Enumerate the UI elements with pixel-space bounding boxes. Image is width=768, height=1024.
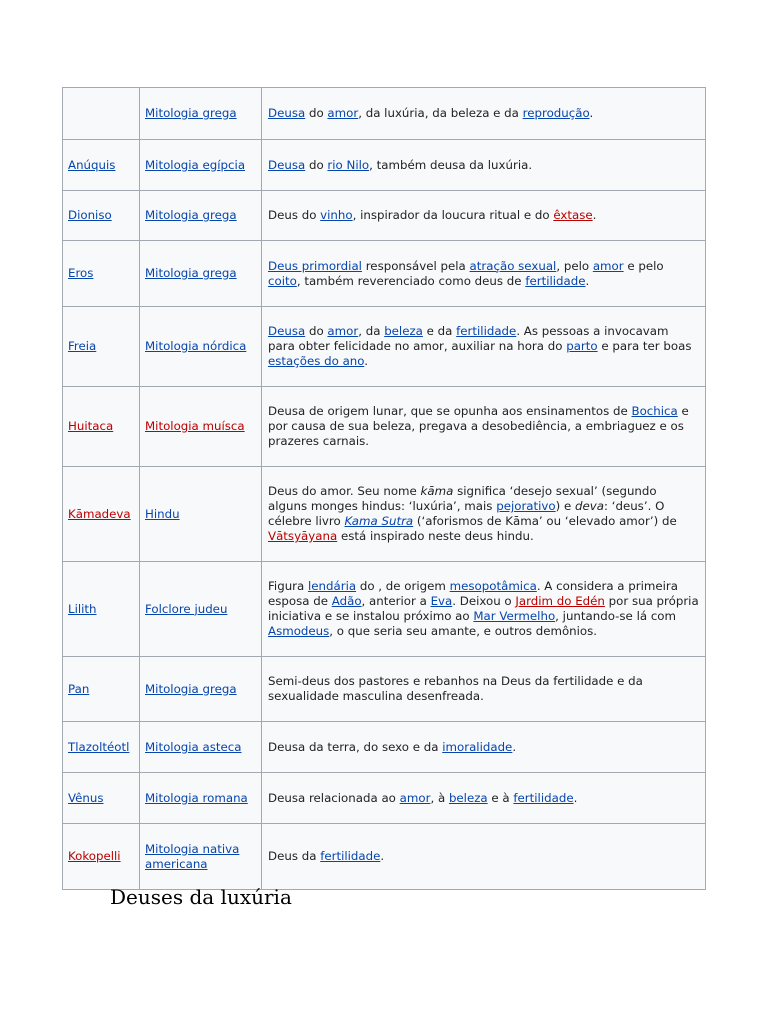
- deity-name-cell: [63, 88, 140, 140]
- description-text: significa ‘desejo sexual’ (segundo alguns monges hindus: ‘luxúria’, mais: [268, 484, 657, 513]
- description-cell: [262, 467, 706, 562]
- mythology-cell: [140, 562, 262, 657]
- mythology-link[interactable]: Folclore judeu: [145, 601, 228, 616]
- description-missing-link[interactable]: Vātsyāyana: [268, 529, 338, 543]
- table-body: [63, 88, 706, 890]
- mythology-cell: [140, 140, 262, 191]
- deity-name-link[interactable]: Pan: [68, 681, 90, 696]
- description-link[interactable]: amor: [399, 790, 431, 805]
- table-row: [63, 824, 706, 890]
- deity-name-cell: [63, 140, 140, 191]
- description-cell: [262, 140, 706, 191]
- table-row: [63, 241, 706, 307]
- description-link[interactable]: fertilidade: [320, 849, 381, 863]
- description-text: responsável pela: [361, 258, 470, 273]
- description-cell: [262, 88, 706, 140]
- deity-name-cell: [63, 467, 140, 562]
- deity-name-cell: [63, 562, 140, 657]
- description-text: , da luxúria, da beleza e da: [358, 106, 523, 120]
- description-link[interactable]: amor: [327, 106, 359, 120]
- description-text: e à: [487, 790, 514, 805]
- description-text: está inspirado neste deus hindu.: [337, 529, 534, 543]
- description-text: (‘aforismos de Kāma’ ou ‘elevado amor’) de: [413, 514, 677, 528]
- deity-name-link[interactable]: Lilith: [68, 601, 97, 616]
- deity-name-link[interactable]: Kāmadeva: [68, 506, 131, 521]
- description-text: , anterior a: [361, 594, 431, 608]
- deity-name-link[interactable]: Kokopelli: [68, 849, 121, 863]
- description-link[interactable]: beleza: [384, 324, 423, 338]
- deity-name-cell: [63, 387, 140, 467]
- mythology-cell: [140, 241, 262, 307]
- deity-name-link[interactable]: Tlazoltéotl: [68, 739, 130, 754]
- table-row: [63, 722, 706, 773]
- description-text: .: [380, 849, 385, 863]
- description-text: , também reverenciado como deus de: [296, 273, 526, 288]
- deity-name-link[interactable]: Dioniso: [68, 208, 112, 222]
- description-link[interactable]: beleza: [448, 790, 488, 805]
- description-text: . As pessoas a invocavam para obter felicidade no amor, auxiliar na hora do: [268, 324, 669, 353]
- description-link[interactable]: Deusa: [268, 157, 306, 172]
- description-link[interactable]: atração sexual: [469, 258, 557, 273]
- deity-name-cell: [63, 657, 140, 722]
- mythology-cell: [140, 824, 262, 890]
- description-cell: [262, 722, 706, 773]
- description-text: .: [364, 354, 369, 368]
- description-link[interactable]: Adão: [331, 594, 362, 608]
- deity-name-link[interactable]: Anúquis: [68, 157, 116, 172]
- description-link[interactable]: Asmodeus: [268, 624, 330, 638]
- mythology-cell: [140, 467, 262, 562]
- table-row: [63, 88, 706, 140]
- description-text: do: [305, 157, 328, 172]
- description-text: , da: [358, 324, 385, 338]
- mythology-cell: [140, 722, 262, 773]
- description-link[interactable]: imoralidade: [442, 739, 513, 754]
- description-link[interactable]: amor: [592, 258, 624, 273]
- description-link[interactable]: vinho: [320, 208, 353, 222]
- description-cell: [262, 824, 706, 890]
- deity-name-cell: [63, 191, 140, 241]
- description-text: . Deixou o: [452, 594, 516, 608]
- mythology-link[interactable]: Mitologia grega: [145, 266, 237, 280]
- table-row: [63, 307, 706, 387]
- mythology-cell: [140, 387, 262, 467]
- description-link[interactable]: fertilidade: [513, 790, 574, 805]
- description-text: por sua própria iniciativa e se instalou próximo ao: [268, 594, 699, 623]
- description-text: .: [589, 106, 594, 120]
- table-row: [63, 467, 706, 562]
- description-link[interactable]: estações do ano: [268, 354, 365, 368]
- table-row: [63, 562, 706, 657]
- description-text: .: [592, 208, 597, 222]
- deities-table: [62, 87, 706, 890]
- description-text: : ‘deus’. O célebre livro: [268, 499, 665, 528]
- deity-name-cell: [63, 307, 140, 387]
- description-link[interactable]: amor: [327, 324, 359, 338]
- description-link[interactable]: fertilidade: [525, 273, 586, 288]
- description-text: , juntando-se lá com: [555, 609, 677, 623]
- description-text: Deusa de origem lunar, que se opunha aos ensinamentos de: [268, 404, 632, 418]
- description-cell: [262, 241, 706, 307]
- description-link[interactable]: Deusa: [268, 324, 306, 338]
- mythology-link[interactable]: Mitologia asteca: [145, 739, 242, 754]
- table-row: [63, 657, 706, 722]
- description-text: , inspirador da loucura ritual e do: [352, 208, 554, 222]
- table-row: [63, 387, 706, 467]
- mythology-link[interactable]: Hindu: [145, 506, 180, 521]
- description-link[interactable]: Mar Vermelho: [473, 609, 556, 623]
- deity-name-cell: [63, 722, 140, 773]
- deity-name-cell: [63, 773, 140, 824]
- description-missing-link[interactable]: êxtase: [553, 208, 593, 222]
- deity-name-link[interactable]: Freia: [68, 339, 97, 353]
- mythology-link[interactable]: Mitologia egípcia: [145, 157, 246, 172]
- table-caption: Deuses da luxúria: [110, 885, 292, 909]
- description-text: e por causa de sua beleza, pregava a desobediência, a embriaguez e os prazeres carnais.: [268, 404, 689, 448]
- description-text: Deus do amor. Seu nome: [268, 484, 421, 498]
- description-text: .: [585, 273, 590, 288]
- description-text: .: [573, 790, 578, 805]
- mythology-link[interactable]: Mitologia muísca: [145, 419, 245, 433]
- description-text: ) e: [555, 499, 576, 513]
- description-text: do: [305, 106, 328, 120]
- description-cell: [262, 657, 706, 722]
- description-text: Deusa da terra, do sexo e da: [268, 739, 443, 754]
- description-link[interactable]: fertilidade: [456, 324, 517, 338]
- deity-name-link[interactable]: Vênus: [68, 790, 104, 805]
- description-text: , à: [430, 790, 449, 805]
- description-link[interactable]: Bochica: [631, 404, 678, 418]
- table-row: [63, 191, 706, 241]
- table-row: [63, 773, 706, 824]
- mythology-link[interactable]: Mitologia romana: [145, 790, 248, 805]
- mythology-link[interactable]: Mitologia nativa americana: [145, 841, 240, 871]
- deity-name-cell: [63, 241, 140, 307]
- description-text: do: [305, 324, 328, 338]
- description-link[interactable]: pejorativo: [496, 499, 556, 513]
- description-cell: [262, 191, 706, 241]
- mythology-cell: [140, 657, 262, 722]
- description-link[interactable]: mesopotâmica: [449, 579, 537, 593]
- description-link[interactable]: Kama Sutra: [344, 514, 414, 528]
- mythology-cell: [140, 191, 262, 241]
- deity-name-link[interactable]: Eros: [68, 266, 94, 280]
- description-italic-text: kāma: [420, 484, 454, 498]
- mythology-cell: [140, 773, 262, 824]
- description-text: do , de origem: [356, 579, 450, 593]
- description-cell: [262, 773, 706, 824]
- description-link[interactable]: Eva: [430, 594, 453, 608]
- mythology-link[interactable]: Mitologia grega: [145, 106, 237, 120]
- description-text: e da: [422, 324, 457, 338]
- description-text: Deusa relacionada ao: [268, 790, 400, 805]
- mythology-cell: [140, 307, 262, 387]
- description-text: , pelo: [556, 258, 593, 273]
- deity-name-cell: [63, 824, 140, 890]
- description-link[interactable]: Deusa: [268, 106, 306, 120]
- description-text: Figura: [268, 579, 308, 593]
- mythology-link[interactable]: Mitologia grega: [145, 208, 237, 222]
- description-link[interactable]: lendária: [308, 579, 357, 593]
- description-link[interactable]: Deus primordial: [268, 258, 362, 273]
- table-row: [63, 140, 706, 191]
- mythology-link[interactable]: Mitologia nórdica: [145, 339, 247, 353]
- description-link[interactable]: reprodução: [522, 106, 590, 120]
- description-link[interactable]: coito: [268, 273, 297, 288]
- mythology-cell: [140, 88, 262, 140]
- mythology-link[interactable]: Mitologia grega: [145, 681, 237, 696]
- description-text: , também deusa da luxúria.: [369, 157, 533, 172]
- description-missing-link[interactable]: Jardim do Edén: [515, 594, 605, 608]
- description-text: .: [512, 739, 517, 754]
- description-link[interactable]: parto: [566, 339, 598, 353]
- description-text: Semi-deus dos pastores e rebanhos na Deus da fertilidade e da sexualidade masculina desenfreada.: [268, 674, 643, 703]
- description-italic-text: deva: [575, 499, 604, 513]
- description-link[interactable]: rio Nilo: [327, 157, 370, 172]
- description-cell: [262, 387, 706, 467]
- description-text: , o que seria seu amante, e outros demônios.: [329, 624, 598, 638]
- description-text: Deus do: [268, 208, 321, 222]
- deity-name-link[interactable]: Huitaca: [68, 419, 114, 433]
- description-cell: [262, 562, 706, 657]
- description-text: e para ter boas: [597, 339, 692, 353]
- description-cell: [262, 307, 706, 387]
- description-text: e pelo: [623, 258, 664, 273]
- description-text: Deus da: [268, 849, 321, 863]
- description-text: . A considera a primeira esposa de: [268, 579, 679, 608]
